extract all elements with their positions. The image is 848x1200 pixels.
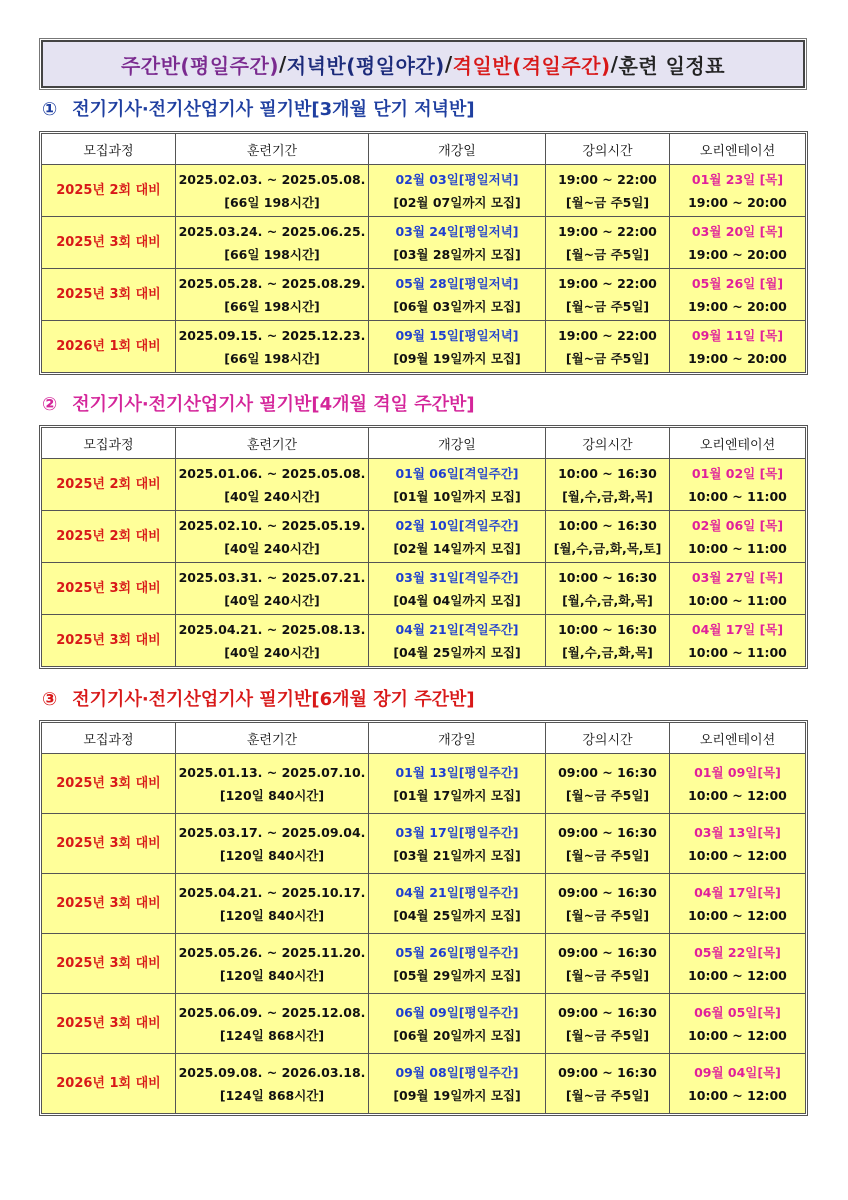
- orientation-cell: [670, 994, 806, 1054]
- start-date: 05월 28일[평일저녁]: [395, 275, 519, 291]
- class-days: [월,수,금,화,목]: [562, 592, 653, 608]
- class-time: 19:00 ~ 22:00: [558, 223, 657, 239]
- orientation-date: 03월 13일[목]: [694, 824, 781, 840]
- start-cell: [369, 459, 546, 511]
- class-time: 09:00 ~ 16:30: [558, 824, 657, 840]
- class-days: [월~금 주5일]: [565, 1087, 650, 1103]
- start-date: 04월 21일[격일주간]: [395, 621, 519, 637]
- section-number: ①: [42, 99, 58, 120]
- period-dates: 2025.01.13. ~ 2025.07.10.: [178, 764, 366, 780]
- period-dates: 2025.05.26. ~ 2025.11.20.: [178, 944, 366, 960]
- enrollment-deadline: [06월 03일까지 모집]: [393, 298, 521, 314]
- course-cell: 2025년 3회 대비: [42, 994, 176, 1054]
- enrollment-deadline: [05월 29일까지 모집]: [393, 967, 521, 983]
- section-title: [42, 685, 475, 711]
- class-days: [월,수,금,화,목]: [562, 488, 653, 504]
- class-time: 09:00 ~ 16:30: [558, 1064, 657, 1080]
- header-start: 개강일: [369, 134, 546, 165]
- header-period: 훈련기간: [176, 134, 369, 165]
- schedule-table: [41, 722, 806, 1114]
- orientation-date: 09월 04일[목]: [694, 1064, 781, 1080]
- class-days: [월~금 주5일]: [565, 847, 650, 863]
- title-separator: /: [278, 52, 287, 76]
- table-row: [42, 511, 806, 563]
- time-cell: [546, 165, 670, 217]
- start-date: 06월 09일[평일주간]: [395, 1004, 519, 1020]
- orientation-time: 19:00 ~ 20:00: [688, 194, 787, 210]
- period-cell: [176, 874, 369, 934]
- orientation-time: 10:00 ~ 12:00: [688, 847, 787, 863]
- period-dates: 2025.03.31. ~ 2025.07.21.: [178, 569, 366, 585]
- header-period: 훈련기간: [176, 428, 369, 459]
- course-cell: 2025년 2회 대비: [42, 165, 176, 217]
- class-days: [월~금 주5일]: [565, 907, 650, 923]
- time-cell: [546, 934, 670, 994]
- period-cell: [176, 321, 369, 373]
- orientation-date: 05월 26일 [월]: [691, 275, 784, 291]
- start-date: 02월 10일[격일주간]: [395, 517, 519, 533]
- orientation-cell: [670, 269, 806, 321]
- header-time: 강의시간: [546, 723, 670, 754]
- header-course: 모집과정: [42, 428, 176, 459]
- period-hours: [66일 198시간]: [224, 194, 320, 210]
- time-cell: [546, 459, 670, 511]
- start-date: 03월 17일[평일주간]: [395, 824, 519, 840]
- period-hours: [124일 868시간]: [219, 1027, 325, 1043]
- time-cell: [546, 615, 670, 667]
- title-separator: /: [610, 52, 619, 76]
- class-time: 10:00 ~ 16:30: [558, 517, 657, 533]
- period-cell: [176, 165, 369, 217]
- start-date: 05월 26일[평일주간]: [395, 944, 519, 960]
- period-dates: 2025.06.09. ~ 2025.12.08.: [178, 1004, 366, 1020]
- class-time: 10:00 ~ 16:30: [558, 569, 657, 585]
- table-header-row: [42, 428, 806, 459]
- table-row: [42, 874, 806, 934]
- enrollment-deadline: [09월 19일까지 모집]: [393, 1087, 521, 1103]
- time-cell: [546, 1054, 670, 1114]
- course-cell: 2025년 2회 대비: [42, 459, 176, 511]
- time-cell: [546, 321, 670, 373]
- enrollment-deadline: [01월 10일까지 모집]: [393, 488, 521, 504]
- class-days: [월~금 주5일]: [565, 787, 650, 803]
- start-cell: [369, 934, 546, 994]
- period-hours: [120일 840시간]: [219, 967, 325, 983]
- enrollment-deadline: [04월 25일까지 모집]: [393, 644, 521, 660]
- orientation-time: 19:00 ~ 20:00: [688, 246, 787, 262]
- schedule-table: [41, 427, 806, 667]
- class-days: [월~금 주5일]: [565, 967, 650, 983]
- class-days: [월~금 주5일]: [565, 1027, 650, 1043]
- class-time: 10:00 ~ 16:30: [558, 621, 657, 637]
- orientation-cell: [670, 511, 806, 563]
- class-days: [월~금 주5일]: [565, 350, 650, 366]
- section-number: ②: [42, 394, 58, 415]
- orientation-date: 01월 02일 [목]: [691, 465, 784, 481]
- orientation-cell: [670, 754, 806, 814]
- time-cell: [546, 814, 670, 874]
- time-cell: [546, 754, 670, 814]
- class-time: 09:00 ~ 16:30: [558, 944, 657, 960]
- orientation-date: 09월 11일 [목]: [691, 327, 784, 343]
- class-time: 19:00 ~ 22:00: [558, 275, 657, 291]
- enrollment-deadline: [04월 25일까지 모집]: [393, 907, 521, 923]
- time-cell: [546, 994, 670, 1054]
- orientation-date: 03월 20일 [목]: [691, 223, 784, 239]
- orientation-time: 10:00 ~ 12:00: [688, 1087, 787, 1103]
- orientation-date: 04월 17일 [목]: [691, 621, 784, 637]
- enrollment-deadline: [03월 28일까지 모집]: [393, 246, 521, 262]
- start-date: 02월 03일[평일저녁]: [395, 171, 519, 187]
- orientation-time: 10:00 ~ 11:00: [688, 488, 787, 504]
- period-hours: [40일 240시간]: [224, 540, 320, 556]
- period-cell: [176, 511, 369, 563]
- start-cell: [369, 563, 546, 615]
- course-cell: 2025년 3회 대비: [42, 754, 176, 814]
- table-row: [42, 934, 806, 994]
- class-days: [월,수,금,화,목,토]: [553, 540, 662, 556]
- class-time: 19:00 ~ 22:00: [558, 327, 657, 343]
- course-cell: 2025년 3회 대비: [42, 269, 176, 321]
- class-days: [월~금 주5일]: [565, 246, 650, 262]
- orientation-cell: [670, 615, 806, 667]
- orientation-time: 19:00 ~ 20:00: [688, 298, 787, 314]
- start-cell: [369, 217, 546, 269]
- header-course: 모집과정: [42, 134, 176, 165]
- period-hours: [120일 840시간]: [219, 787, 325, 803]
- course-cell: 2025년 2회 대비: [42, 511, 176, 563]
- orientation-time: 10:00 ~ 12:00: [688, 967, 787, 983]
- period-cell: [176, 814, 369, 874]
- period-cell: [176, 459, 369, 511]
- table-row: [42, 615, 806, 667]
- section-title: [42, 95, 475, 121]
- table-row: [42, 269, 806, 321]
- orientation-time: 10:00 ~ 12:00: [688, 907, 787, 923]
- class-time: 09:00 ~ 16:30: [558, 1004, 657, 1020]
- course-cell: 2025년 3회 대비: [42, 934, 176, 994]
- period-hours: [40일 240시간]: [224, 644, 320, 660]
- start-date: 09월 15일[평일저녁]: [395, 327, 519, 343]
- start-cell: [369, 874, 546, 934]
- period-dates: 2025.05.28. ~ 2025.08.29.: [178, 275, 366, 291]
- title-schedule: 훈련 일정표: [618, 53, 726, 78]
- header-start: 개강일: [369, 723, 546, 754]
- orientation-time: 10:00 ~ 11:00: [688, 592, 787, 608]
- class-days: [월,수,금,화,목]: [562, 644, 653, 660]
- orientation-date: 02월 06일 [목]: [691, 517, 784, 533]
- header-time: 강의시간: [546, 134, 670, 165]
- start-date: 03월 24일[평일저녁]: [395, 223, 519, 239]
- enrollment-deadline: [03월 21일까지 모집]: [393, 847, 521, 863]
- orientation-time: 10:00 ~ 12:00: [688, 787, 787, 803]
- header-period: 훈련기간: [176, 723, 369, 754]
- table-row: [42, 814, 806, 874]
- section-title-text: 전기기사·전기산업기사 필기반[3개월 단기 저녁반]: [72, 99, 475, 120]
- orientation-date: 05월 22일[목]: [694, 944, 781, 960]
- section-number: ③: [42, 689, 58, 710]
- period-dates: 2025.02.10. ~ 2025.05.19.: [178, 517, 366, 533]
- start-cell: [369, 269, 546, 321]
- section-title-text: 전기기사·전기산업기사 필기반[4개월 격일 주간반]: [72, 394, 475, 415]
- orientation-cell: [670, 814, 806, 874]
- orientation-time: 10:00 ~ 11:00: [688, 644, 787, 660]
- period-dates: 2025.03.17. ~ 2025.09.04.: [178, 824, 366, 840]
- period-cell: [176, 269, 369, 321]
- class-time: 10:00 ~ 16:30: [558, 465, 657, 481]
- header-orientation: 오리엔테이션: [670, 723, 806, 754]
- time-cell: [546, 511, 670, 563]
- start-date: 09월 08일[평일주간]: [395, 1064, 519, 1080]
- class-time: 19:00 ~ 22:00: [558, 171, 657, 187]
- title-separator: /: [444, 52, 453, 76]
- period-hours: [120일 840시간]: [219, 907, 325, 923]
- period-cell: [176, 934, 369, 994]
- header-course: 모집과정: [42, 723, 176, 754]
- header-start: 개강일: [369, 428, 546, 459]
- period-hours: [120일 840시간]: [219, 847, 325, 863]
- schedule-table: [41, 133, 806, 373]
- course-cell: 2025년 3회 대비: [42, 874, 176, 934]
- title-alternate: 격일반(격일주간): [452, 53, 611, 78]
- period-cell: [176, 217, 369, 269]
- orientation-date: 06월 05일[목]: [694, 1004, 781, 1020]
- start-date: 04월 21일[평일주간]: [395, 884, 519, 900]
- period-dates: 2025.03.24. ~ 2025.06.25.: [178, 223, 366, 239]
- orientation-time: 19:00 ~ 20:00: [688, 350, 787, 366]
- enrollment-deadline: [01월 17일까지 모집]: [393, 787, 521, 803]
- period-cell: [176, 615, 369, 667]
- class-time: 09:00 ~ 16:30: [558, 764, 657, 780]
- period-dates: 2025.04.21. ~ 2025.10.17.: [178, 884, 366, 900]
- header-orientation: 오리엔테이션: [670, 134, 806, 165]
- title-evening: 저녁반(평일야간): [286, 53, 445, 78]
- start-date: 01월 06일[격일주간]: [395, 465, 519, 481]
- enrollment-deadline: [02월 07일까지 모집]: [393, 194, 521, 210]
- section-title: [42, 390, 475, 416]
- time-cell: [546, 217, 670, 269]
- orientation-cell: [670, 321, 806, 373]
- table-row: [42, 459, 806, 511]
- course-cell: 2025년 3회 대비: [42, 814, 176, 874]
- start-cell: [369, 754, 546, 814]
- period-cell: [176, 754, 369, 814]
- period-dates: 2025.04.21. ~ 2025.08.13.: [178, 621, 366, 637]
- table-header-row: [42, 134, 806, 165]
- table-row: [42, 217, 806, 269]
- period-dates: 2025.02.03. ~ 2025.05.08.: [178, 171, 366, 187]
- course-cell: 2025년 3회 대비: [42, 615, 176, 667]
- orientation-cell: [670, 165, 806, 217]
- period-cell: [176, 563, 369, 615]
- enrollment-deadline: [09월 19일까지 모집]: [393, 350, 521, 366]
- time-cell: [546, 874, 670, 934]
- title-daytime: 주간반(평일주간): [120, 53, 279, 78]
- orientation-cell: [670, 874, 806, 934]
- period-hours: [124일 868시간]: [219, 1087, 325, 1103]
- orientation-cell: [670, 217, 806, 269]
- orientation-cell: [670, 1054, 806, 1114]
- period-hours: [66일 198시간]: [224, 350, 320, 366]
- start-cell: [369, 321, 546, 373]
- orientation-date: 04월 17일[목]: [694, 884, 781, 900]
- period-hours: [40일 240시간]: [224, 488, 320, 504]
- period-hours: [66일 198시간]: [224, 246, 320, 262]
- period-cell: [176, 1054, 369, 1114]
- start-cell: [369, 615, 546, 667]
- class-days: [월~금 주5일]: [565, 298, 650, 314]
- start-cell: [369, 165, 546, 217]
- period-cell: [176, 994, 369, 1054]
- class-time: 09:00 ~ 16:30: [558, 884, 657, 900]
- orientation-cell: [670, 934, 806, 994]
- orientation-cell: [670, 563, 806, 615]
- table-row: [42, 165, 806, 217]
- orientation-date: 01월 09일[목]: [694, 764, 781, 780]
- period-dates: 2025.09.08. ~ 2026.03.18.: [178, 1064, 366, 1080]
- period-dates: 2025.09.15. ~ 2025.12.23.: [178, 327, 366, 343]
- orientation-date: 01월 23일 [목]: [691, 171, 784, 187]
- section-title-text: 전기기사·전기산업기사 필기반[6개월 장기 주간반]: [72, 689, 475, 710]
- course-cell: 2026년 1회 대비: [42, 1054, 176, 1114]
- table-row: [42, 754, 806, 814]
- period-dates: 2025.01.06. ~ 2025.05.08.: [178, 465, 366, 481]
- enrollment-deadline: [02월 14일까지 모집]: [393, 540, 521, 556]
- start-date: 03월 31일[격일주간]: [395, 569, 519, 585]
- header-time: 강의시간: [546, 428, 670, 459]
- table-header-row: [42, 723, 806, 754]
- orientation-cell: [670, 459, 806, 511]
- start-date: 01월 13일[평일주간]: [395, 764, 519, 780]
- course-cell: 2025년 3회 대비: [42, 217, 176, 269]
- table-row: [42, 1054, 806, 1114]
- time-cell: [546, 269, 670, 321]
- header-orientation: 오리엔테이션: [670, 428, 806, 459]
- orientation-time: 10:00 ~ 11:00: [688, 540, 787, 556]
- period-hours: [40일 240시간]: [224, 592, 320, 608]
- table-row: [42, 563, 806, 615]
- time-cell: [546, 563, 670, 615]
- orientation-date: 03월 27일 [목]: [691, 569, 784, 585]
- table-row: [42, 994, 806, 1054]
- enrollment-deadline: [06월 20일까지 모집]: [393, 1027, 521, 1043]
- start-cell: [369, 1054, 546, 1114]
- start-cell: [369, 814, 546, 874]
- period-hours: [66일 198시간]: [224, 298, 320, 314]
- document-title: [41, 40, 805, 88]
- course-cell: 2025년 3회 대비: [42, 563, 176, 615]
- enrollment-deadline: [04월 04일까지 모집]: [393, 592, 521, 608]
- class-days: [월~금 주5일]: [565, 194, 650, 210]
- start-cell: [369, 511, 546, 563]
- course-cell: 2026년 1회 대비: [42, 321, 176, 373]
- start-cell: [369, 994, 546, 1054]
- orientation-time: 10:00 ~ 12:00: [688, 1027, 787, 1043]
- table-row: [42, 321, 806, 373]
